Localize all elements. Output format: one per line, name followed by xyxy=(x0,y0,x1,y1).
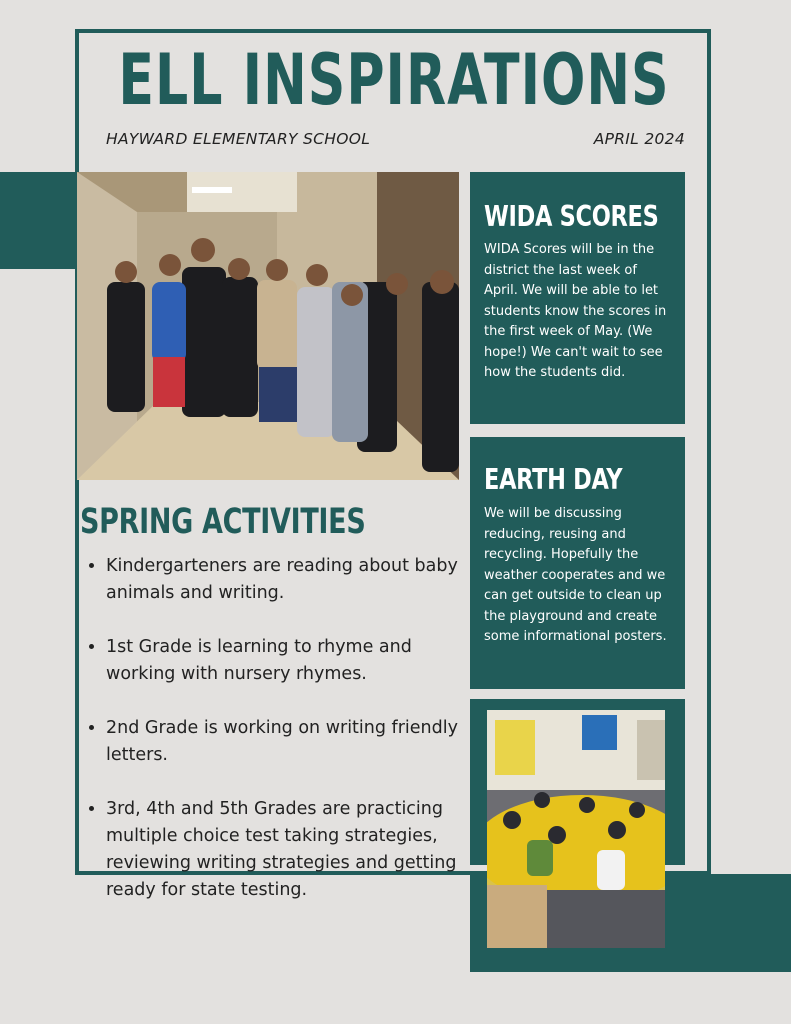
list-item: • Kindergarteners are reading about baby animals and writing. xyxy=(106,553,476,607)
classroom-photo xyxy=(487,710,665,948)
students-group-photo xyxy=(77,172,459,480)
spring-activities-heading: SPRING ACTIVITIES xyxy=(80,502,366,543)
list-item: • 3rd, 4th and 5th Grades are practicing multiple choice test taking strategies, reviewing writing strategies and getting ready for state testing. xyxy=(106,796,476,904)
left-accent-band xyxy=(0,172,77,269)
newsletter-title: ELL INSPIRATIONS xyxy=(118,38,670,121)
wida-scores-text: WIDA Scores will be in the district the last week of April. We will be able to let students know the scores in the first week of May. (We hope!) We can't wait to see how the students did. xyxy=(484,242,667,380)
issue-date: APRIL 2024 xyxy=(593,130,685,148)
wida-scores-card xyxy=(470,172,685,424)
wida-scores-heading: WIDA SCORES xyxy=(484,199,659,233)
students-group-photo-graphic xyxy=(77,172,459,480)
spring-activities-list xyxy=(84,553,476,931)
earth-day-card xyxy=(470,437,685,689)
earth-day-heading: EARTH DAY xyxy=(484,462,623,496)
classroom-photo-graphic xyxy=(487,710,665,948)
list-item: • 1st Grade is learning to rhyme and working with nursery rhymes. xyxy=(106,634,476,688)
school-name: HAYWARD ELEMENTARY SCHOOL xyxy=(106,130,371,148)
list-item: • 2nd Grade is working on writing friendly letters. xyxy=(106,715,476,769)
earth-day-text: We will be discussing reducing, reusing and recycling. Hopefully the weather cooperates and we can get outside to clean up the playground and create some informational posters. xyxy=(484,506,667,644)
